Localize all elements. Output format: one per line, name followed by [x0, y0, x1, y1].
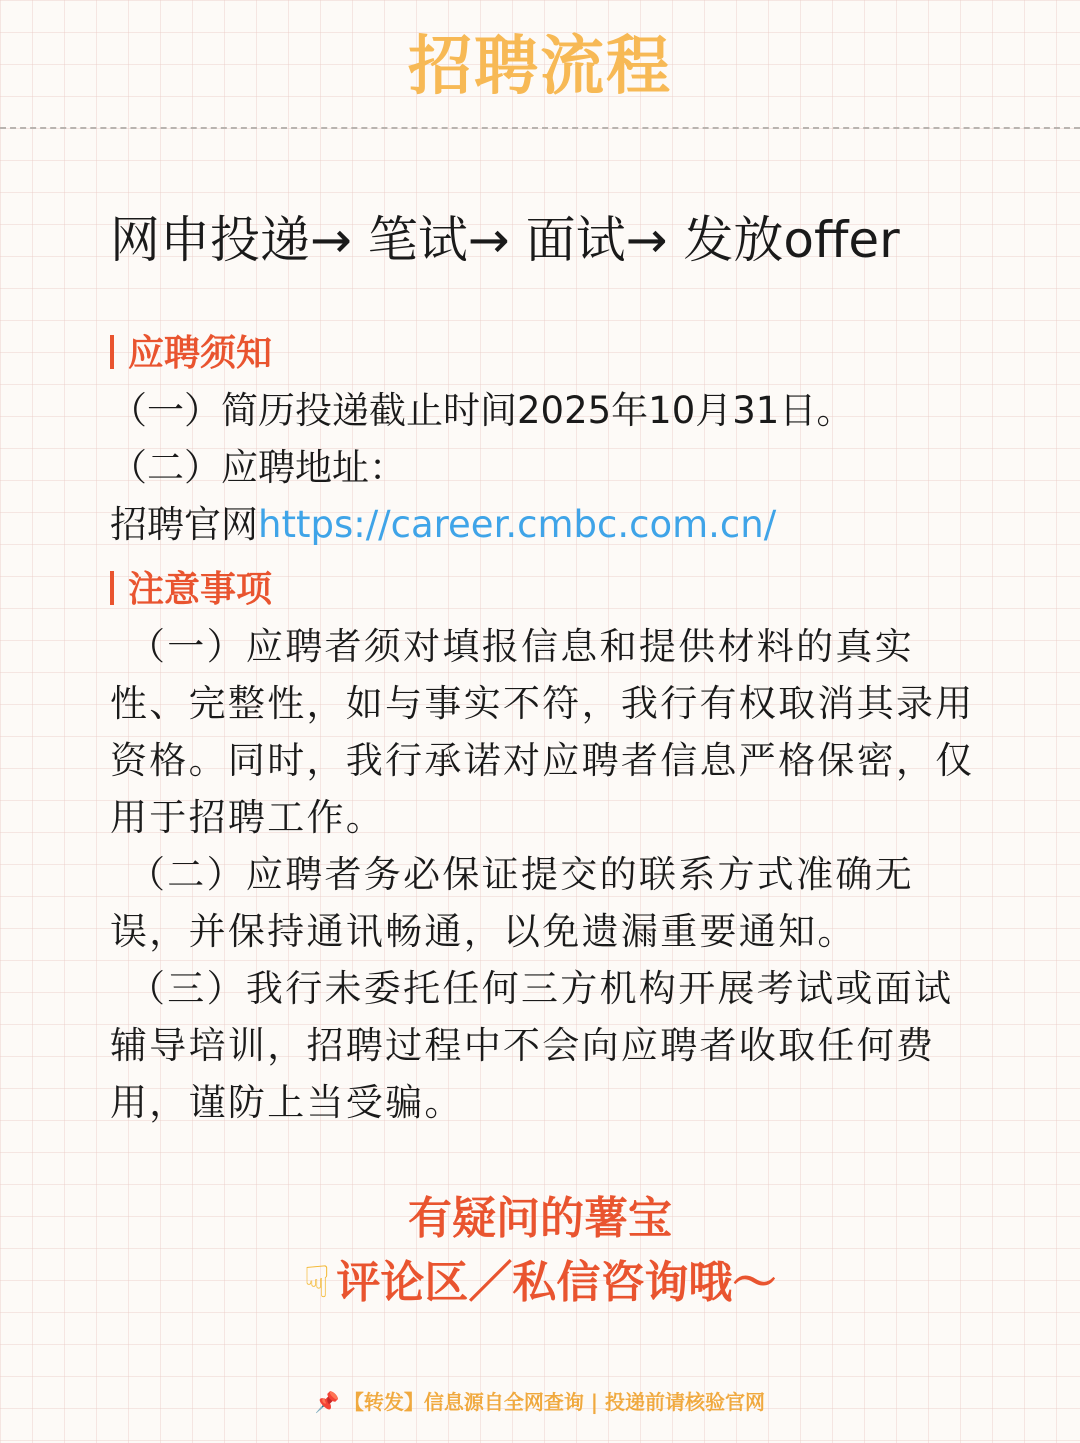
pushpin-icon: 📌 [314, 1390, 340, 1414]
cta-line-2 [0, 1252, 1080, 1314]
heading-bar [110, 571, 114, 605]
pointing-down-hand-icon: ☟ [303, 1257, 331, 1308]
cta-line-2-text: 评论区／私信咨询哦～ [336, 1257, 777, 1308]
attention-heading-text: 注意事项 [128, 569, 273, 610]
attention-item: （一）应聘者须对填报信息和提供材料的真实性、完整性，如与事实不符，我行有权取消其录用资格。同时，我行承诺对应聘者信息严格保密，仅用于招聘工作。 [110, 625, 975, 839]
attention-item: （二）应聘者务必保证提交的联系方式准确无误，并保持通讯畅通，以免遗漏重要通知。 [110, 853, 914, 953]
attention-heading [110, 562, 980, 618]
notice-heading-text: 应聘须知 [128, 333, 273, 374]
attention-section [110, 562, 980, 1131]
notice-heading [110, 326, 980, 382]
heading-bar [110, 335, 114, 369]
page-title: 招聘流程 [408, 30, 672, 104]
cta-line-1: 有疑问的薯宝 [408, 1193, 672, 1244]
address-prefix: 招聘官网 [110, 503, 258, 546]
career-site-link[interactable]: https://career.cmbc.com.cn/ [258, 503, 777, 546]
address-line [110, 496, 980, 553]
footer-note [0, 1385, 1080, 1419]
process-flow: 网申投递→ 笔试→ 面试→ 发放offer [110, 211, 900, 269]
notice-section [110, 326, 980, 553]
deadline-item: （一）简历投递截止时间2025年10月31日。 [110, 389, 854, 432]
dashed-divider [0, 127, 1080, 129]
footer-text: 【转发】信息源自全网查询 | 投递前请核验官网 [343, 1390, 766, 1414]
address-item: （二）应聘地址： [110, 446, 406, 489]
attention-item: （三）我行未委托任何三方机构开展考试或面试辅导培训，招聘过程中不会向应聘者收取任何费用，谨防上当受骗。 [110, 967, 954, 1124]
